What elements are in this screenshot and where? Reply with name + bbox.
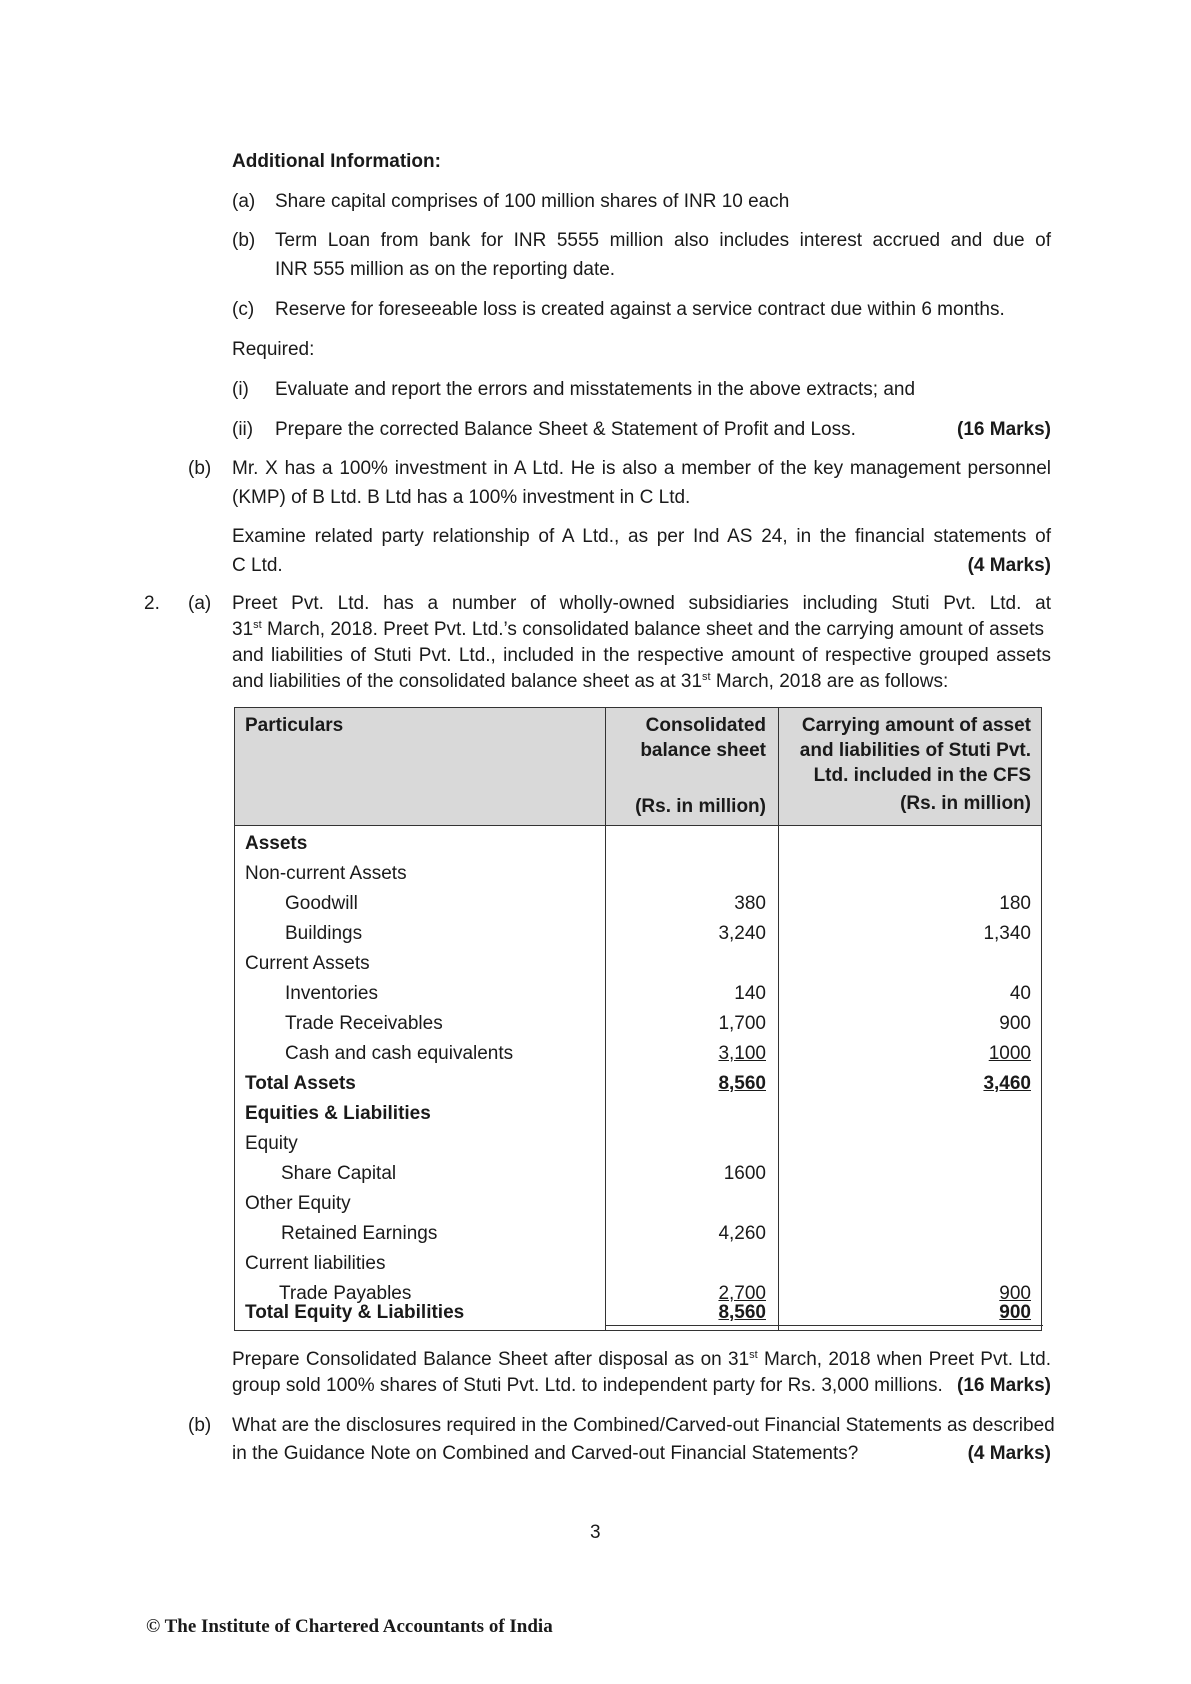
required-label: Required: (232, 339, 315, 360)
trade-receivables-consolidated: 1,700 (718, 1013, 766, 1034)
q2a-label: (a) (188, 593, 212, 614)
req-ii-label: (ii) (232, 419, 254, 440)
item-b-text-l2: INR 555 million as on the reporting date. (275, 259, 616, 280)
q2a-after-l1-rest: March, 2018 when Preet Pvt. Ltd. (757, 1349, 1051, 1370)
q2-number: 2. (144, 593, 160, 614)
item-b-label: (b) (232, 230, 256, 251)
q1b-l1: Mr. X has a 100% investment in A Ltd. He is also a member of the key management personnel (232, 458, 1051, 479)
q2a-l2-sup: st (253, 619, 262, 631)
q1b-marks: (4 Marks) (967, 555, 1051, 576)
row-share-capital: Share Capital (281, 1163, 397, 1184)
header-consolidated-unit: (Rs. in million) (635, 796, 766, 817)
item-a-text: Share capital comprises of 100 million shares of INR 10 each (275, 191, 790, 212)
item-c-label: (c) (232, 299, 255, 320)
row-total-equity-liabilities: Total Equity & Liabilities (245, 1302, 465, 1323)
row-trade-receivables: Trade Receivables (285, 1013, 443, 1034)
q2a-l2-day: 31 (232, 619, 254, 640)
goodwill-carrying: 180 (999, 893, 1031, 914)
row-other-equity: Other Equity (245, 1193, 351, 1214)
q2a-l4-rest: March, 2018 are as follows: (710, 671, 949, 692)
header-carrying-unit: (Rs. in million) (900, 793, 1031, 814)
item-a-label: (a) (232, 191, 256, 212)
buildings-consolidated: 3,240 (718, 923, 766, 944)
row-current-liabilities: Current liabilities (245, 1253, 386, 1274)
q2b-l1: What are the disclosures required in the Combined/Carved-out Financial Statements as described (232, 1415, 1055, 1436)
row-inventories: Inventories (285, 983, 378, 1004)
page-number: 3 (590, 1522, 601, 1543)
q1b-l2: (KMP) of B Ltd. B Ltd has a 100% investment in C Ltd. (232, 487, 691, 508)
cash-consolidated: 3,100 (718, 1043, 766, 1064)
trade-payables-carrying: 900 (999, 1283, 1031, 1304)
q2a-after-l1-sup: st (749, 1349, 758, 1361)
req-i-text: Evaluate and report the errors and misstatements in the above extracts; and (275, 379, 916, 400)
inventories-carrying: 40 (1009, 983, 1031, 1004)
req-i-label: (i) (232, 379, 249, 400)
q2a-l3: and liabilities of Stuti Pvt. Ltd., included in the respective amount of respective grouped assets (232, 645, 1051, 666)
trade-receivables-carrying: 900 (999, 1013, 1031, 1034)
total-eq-liab-consolidated: 8,560 (718, 1302, 766, 1323)
q2a-after-l1-pre: Prepare Consolidated Balance Sheet after disposal as on 31 (232, 1349, 750, 1370)
col-divider-2 (778, 708, 779, 1330)
row-current-assets: Current Assets (245, 953, 370, 974)
retained-earnings-consolidated: 4,260 (718, 1223, 766, 1244)
balance-sheet-table (234, 707, 1042, 1331)
item-c-text: Reserve for foreseeable loss is created against a service contract due within 6 months. (275, 299, 1005, 320)
req-ii-text: Prepare the corrected Balance Sheet & Statement of Profit and Loss. (275, 419, 856, 440)
row-equity: Equity (245, 1133, 298, 1154)
q2a-l2-rest: March, 2018. Preet Pvt. Ltd.’s consolidated balance sheet and the carrying amount of assets (261, 619, 1044, 640)
q2a-l4 (232, 670, 948, 694)
header-consolidated-2: balance sheet (640, 740, 766, 761)
total-assets-consolidated: 8,560 (718, 1073, 766, 1094)
header-consolidated-1: Consolidated (645, 715, 766, 736)
q2a-after-l2: group sold 100% shares of Stuti Pvt. Ltd. to independent party for Rs. 3,000 millions. (232, 1375, 943, 1396)
double-rule-c2 (778, 1325, 1043, 1326)
buildings-carrying: 1,340 (983, 923, 1031, 944)
footer-copyright: © The Institute of Chartered Accountants of India (146, 1616, 553, 1637)
inventories-consolidated: 140 (734, 983, 766, 1004)
row-retained-earnings: Retained Earnings (281, 1223, 438, 1244)
q1b-label: (b) (188, 458, 212, 479)
header-carrying-3: Ltd. included in the CFS (813, 765, 1031, 786)
q2a-after-l1 (232, 1348, 1051, 1372)
row-buildings: Buildings (285, 923, 363, 944)
total-assets-carrying: 3,460 (983, 1073, 1031, 1094)
q2a-marks: (16 Marks) (957, 1375, 1051, 1396)
cash-carrying: 1000 (988, 1043, 1031, 1064)
q2b-label: (b) (188, 1415, 212, 1436)
q2b-marks: (4 Marks) (967, 1443, 1051, 1464)
row-equities-liabilities: Equities & Liabilities (245, 1103, 431, 1124)
q1b-l4: C Ltd. (232, 555, 283, 576)
header-particulars: Particulars (245, 715, 344, 736)
header-carrying-1: Carrying amount of asset (801, 715, 1031, 736)
item-b-text-l1: Term Loan from bank for INR 5555 million also includes interest accrued and due of (275, 230, 1051, 251)
share-capital-consolidated: 1600 (723, 1163, 766, 1184)
row-non-current-assets: Non-current Assets (245, 863, 407, 884)
header-divider (235, 825, 1041, 826)
row-goodwill: Goodwill (285, 893, 358, 914)
col-divider-1 (605, 708, 606, 1330)
q2a-l2 (232, 618, 1044, 642)
q2a-l4-pre: and liabilities of the consolidated balance sheet as at 31 (232, 671, 703, 692)
double-rule-c1 (605, 1325, 778, 1326)
q2a-l4-sup: st (702, 671, 711, 683)
req-ii-marks: (16 Marks) (957, 419, 1051, 440)
row-total-assets: Total Assets (245, 1073, 356, 1094)
header-carrying-2: and liabilities of Stuti Pvt. (799, 740, 1031, 761)
trade-payables-consolidated: 2,700 (718, 1283, 766, 1304)
q2a-l1: Preet Pvt. Ltd. has a number of wholly-owned subsidiaries including Stuti Pvt. Ltd. at (232, 593, 1051, 614)
row-trade-payables: Trade Payables (279, 1283, 412, 1304)
total-eq-liab-carrying: 900 (999, 1302, 1031, 1323)
goodwill-consolidated: 380 (734, 893, 766, 914)
q2b-l2: in the Guidance Note on Combined and Carved-out Financial Statements? (232, 1443, 859, 1464)
row-cash: Cash and cash equivalents (285, 1043, 514, 1064)
additional-info-title: Additional Information: (232, 151, 441, 172)
row-assets: Assets (245, 833, 308, 854)
q1b-l3: Examine related party relationship of A Ltd., as per Ind AS 24, in the financial statements of (232, 526, 1051, 547)
